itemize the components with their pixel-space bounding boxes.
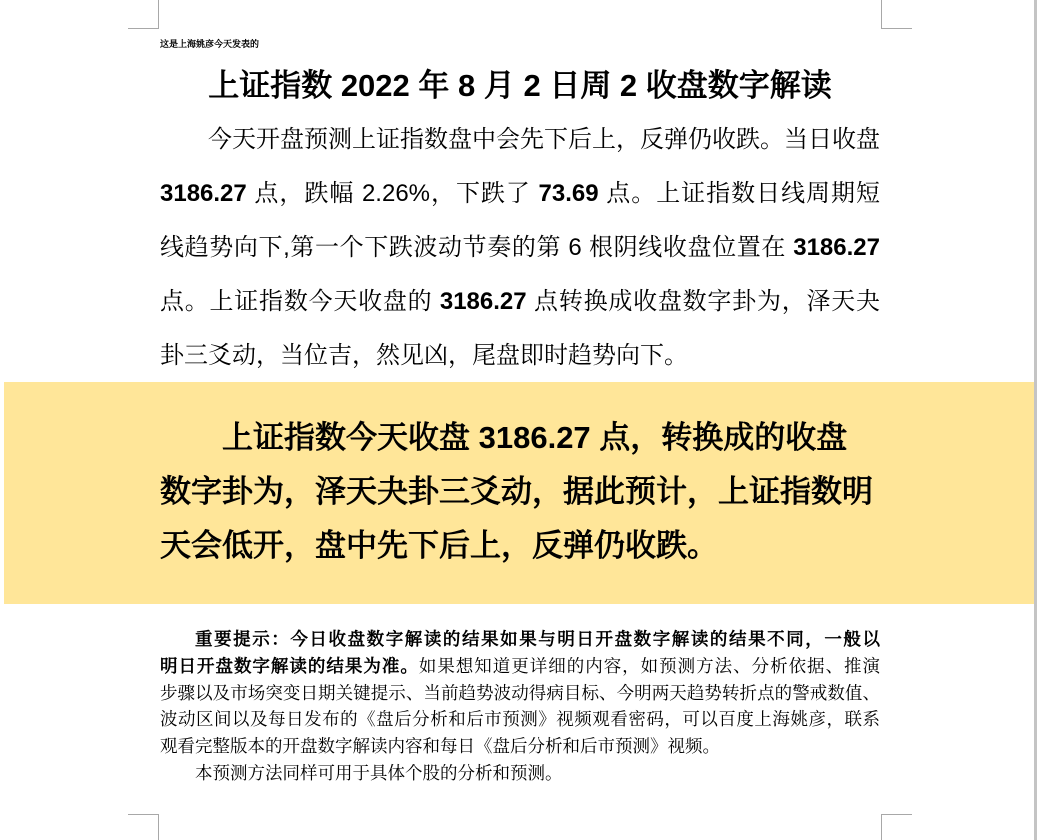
analysis-line [160,275,880,329]
notice-line [160,653,880,680]
text-segment: 观看完整版本的开盘数字解读内容和每日《盘后分析和后市预测》视频。 [160,736,720,757]
important-notice-label: 重要提示：今日收盘数字解读的结果如果与明日开盘数字解读的结果不同，一般以 [195,629,880,649]
notice-line [160,706,880,733]
text-segment: 卦三爻动，当位吉，然见凶，尾盘即时趋势向下。 [160,342,688,369]
header-note: 这是上海姚彦今天发表的 [160,39,260,49]
forecast-highlight-box [4,382,1034,604]
analysis-line [160,329,880,383]
notice-line [160,733,880,760]
text-segment: 波动区间以及每日发布的《盘后分析和后市预测》视频观看密码，可以百度上海姚彦，联系 [160,709,880,730]
forecast-paragraph [160,411,884,573]
close-value: 3186.27 [439,288,527,315]
text-segment: 今天开盘预测上证指数盘中会先下后上，反弹仍收跌。当日收盘 [208,126,880,153]
crop-mark-bottom-right [881,814,912,840]
text-segment: 点，跌幅 2.26%，下跌了 [246,180,539,207]
close-value: 3186.27 [793,234,880,261]
forecast-line: 天会低开，盘中先下后上，反弹仍收跌。 [160,528,718,563]
text-segment: 步骤以及市场突变日期关键提示、当前趋势波动得病目标、今明两天趋势转折点的警戒数值、 [160,682,880,703]
drop-points-value: 73.69 [538,180,599,207]
important-notice-label: 明日开盘数字解读的结果为准。 [160,655,419,676]
crop-mark-top-left [128,0,159,29]
notice-line [160,626,880,653]
crop-mark-top-right [881,0,912,29]
document-title: 上证指数 2022 年 8 月 2 日周 2 收盘数字解读 [208,68,832,103]
forecast-line: 上证指数今天收盘 3186.27 点，转换成的收盘 [222,420,848,455]
analysis-line [160,113,880,167]
text-segment: 线趋势向下,第一个下跌波动节奏的第 6 根阴线收盘位置在 [160,234,794,261]
analysis-line [160,221,880,275]
footnote: 本预测方法同样可用于具体个股的分析和预测。 [195,762,563,783]
text-segment: 点。上证指数今天收盘的 [160,288,440,315]
analysis-line [160,167,880,221]
analysis-paragraph [160,113,880,383]
close-value: 3186.27 [160,180,247,207]
text-segment: 点转换成收盘数字卦为，泽天夬 [526,288,881,315]
notice-line [160,680,880,707]
crop-mark-bottom-left [128,814,159,840]
notice-section [160,626,880,787]
forecast-line: 数字卦为，泽天夬卦三爻动，据此预计，上证指数明 [160,474,873,509]
text-segment: 如果想知道更详细的内容，如预测方法、分析依据、推演 [418,655,881,676]
text-segment: 点。上证指数日线周期短 [598,180,880,207]
